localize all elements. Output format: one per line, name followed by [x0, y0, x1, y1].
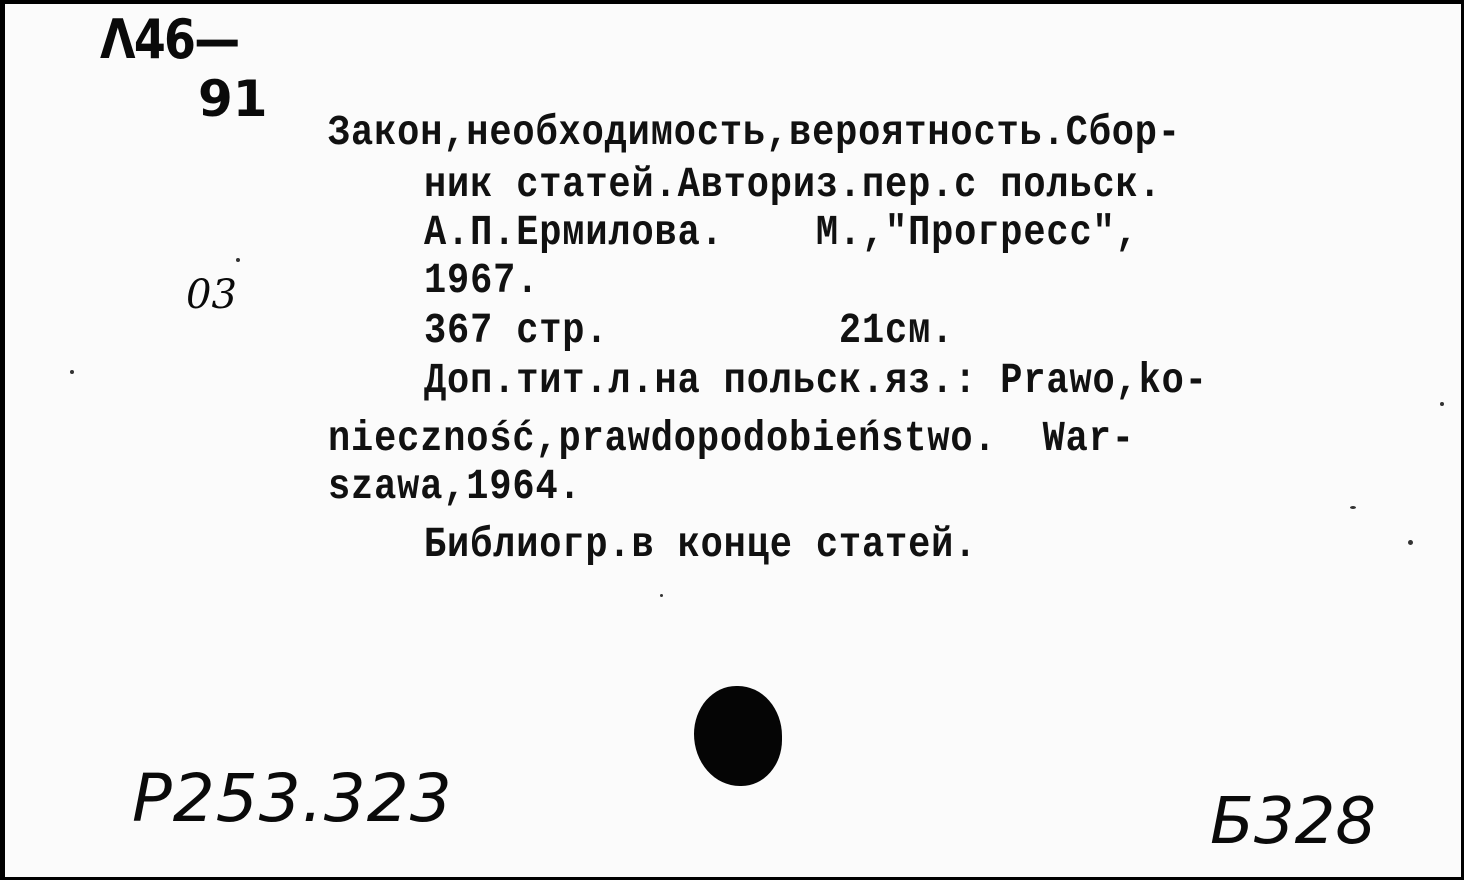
inventory-code: Б328: [1210, 785, 1377, 859]
classification-code: P253.323: [132, 760, 453, 837]
call-number-line-2: 91: [198, 70, 268, 128]
dust-speck: [70, 370, 74, 374]
call-number-line-1: Λ46—: [100, 8, 239, 71]
dust-speck: [1350, 506, 1356, 509]
card-border-left: [0, 0, 5, 880]
title-line-1: Закон,необходимость,вероятность.Сбор-: [328, 108, 1181, 157]
dust-speck: [236, 258, 240, 262]
pages-size-line: 367 стр. 21см.: [424, 306, 955, 355]
parallel-title-line-1: Доп.тит.л.на польск.яз.: Prawo,ko-: [424, 356, 1208, 405]
title-line-2: ник статей.Авториз.пер.с польск.: [424, 160, 1162, 209]
punch-hole: [694, 686, 782, 786]
year-line: 1967.: [424, 256, 540, 305]
parallel-title-line-3: szawa,1964.: [328, 462, 582, 511]
dust-speck: [1408, 540, 1413, 545]
bibliography-note: Библиогр.в конце статей.: [424, 520, 978, 569]
handwritten-mark: 03: [186, 272, 237, 318]
card-border-top: [0, 0, 1464, 4]
dust-speck: [1440, 402, 1444, 406]
dust-speck: [660, 594, 663, 597]
parallel-title-line-2: nieczność,prawdopodobieństwo. War-: [328, 414, 1135, 463]
translator-publisher-line: А.П.Ермилова. М.,"Прогресс",: [424, 208, 1139, 257]
